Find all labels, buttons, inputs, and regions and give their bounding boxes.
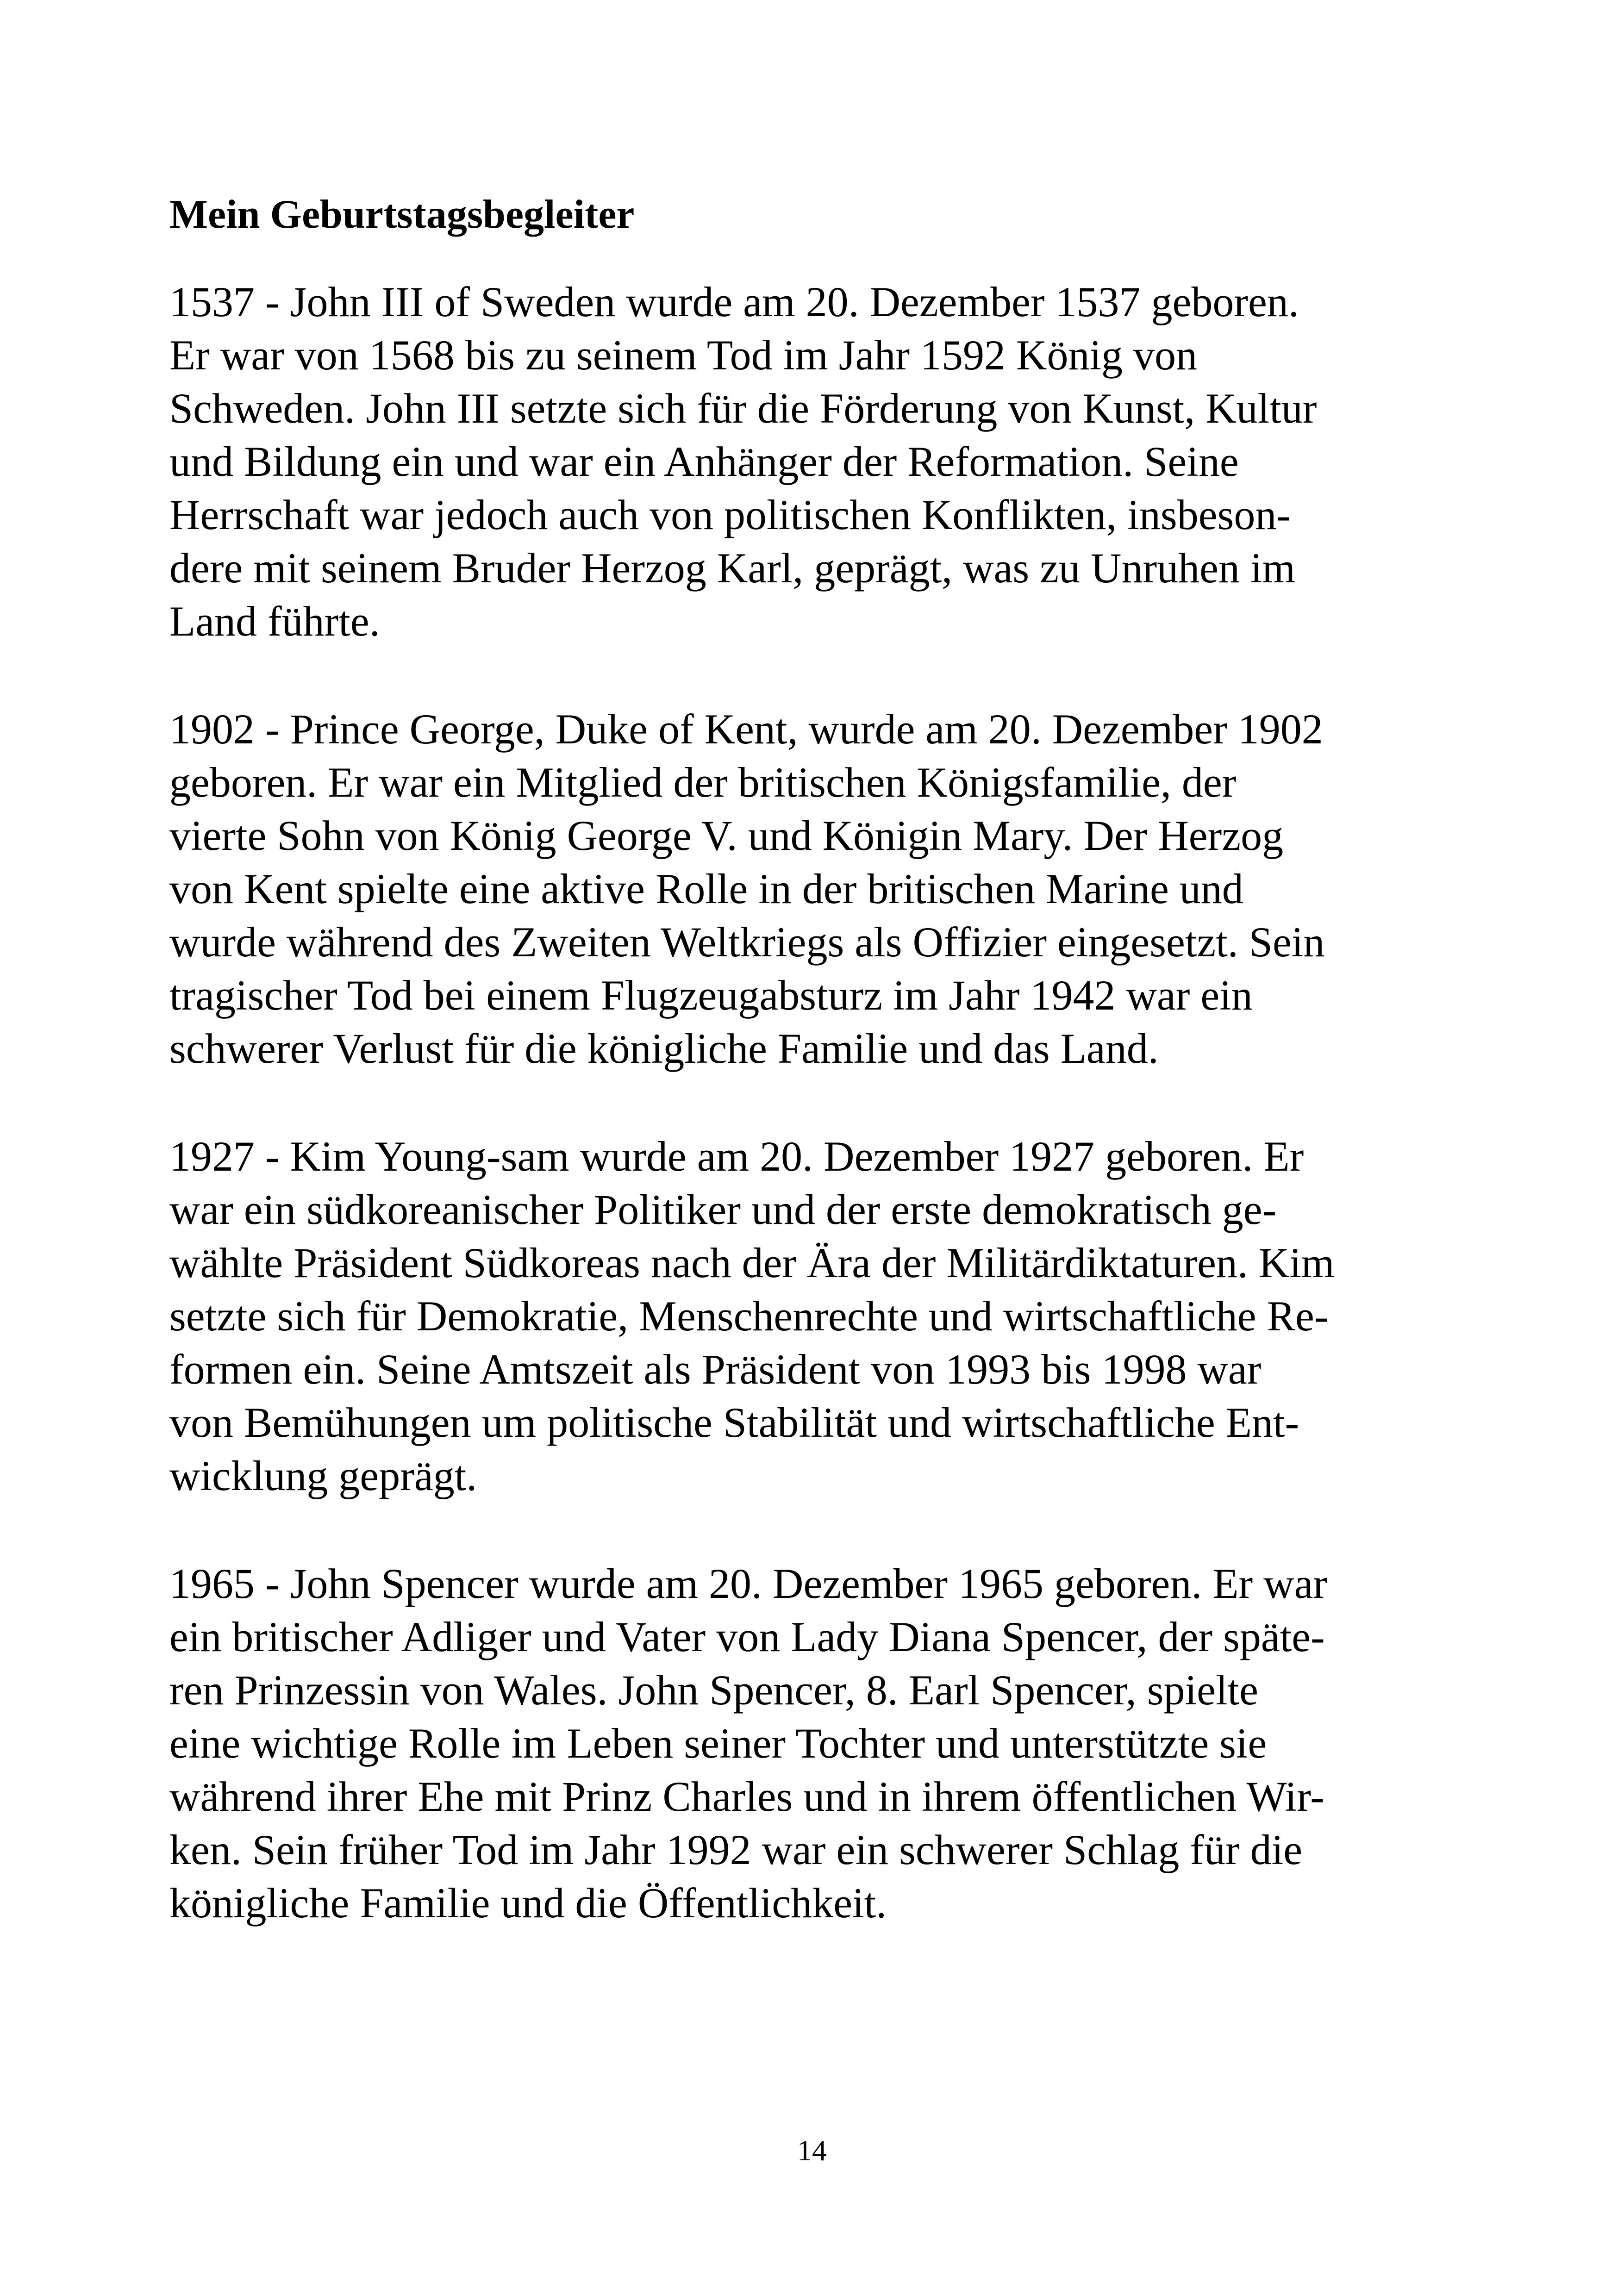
text-line: königliche Familie und die Öffentlichkeit. bbox=[169, 1879, 887, 1927]
text-line: wählte Präsident Südkoreas nach der Ära der Militärdiktaturen. Kim bbox=[169, 1239, 1335, 1286]
paragraph-1902-prince-george bbox=[169, 703, 1324, 1075]
text-line: eine wichtige Rolle im Leben seiner Tochter und unterstützte sie bbox=[169, 1720, 1267, 1767]
text-line: wicklung geprägt. bbox=[169, 1452, 477, 1499]
paragraph-1927-kim-young-sam bbox=[169, 1130, 1334, 1503]
text-line: Land führte. bbox=[169, 598, 380, 645]
text-line: geboren. Er war ein Mitglied der britischen Königsfamilie, der bbox=[169, 759, 1237, 806]
text-line: ren Prinzessin von Wales. John Spencer, 8. Earl Spencer, spielte bbox=[169, 1666, 1258, 1714]
text-line: ein britischer Adliger und Vater von Lady Diana Spencer, der späte- bbox=[169, 1613, 1325, 1660]
text-line: Er war von 1568 bis zu seinem Tod im Jahr 1592 König von bbox=[169, 331, 1198, 379]
text-line: Schweden. John III setzte sich für die Förderung von Kunst, Kultur bbox=[169, 385, 1317, 432]
page-number: 14 bbox=[797, 2134, 827, 2167]
text-line: schwerer Verlust für die königliche Familie und das Land. bbox=[169, 1025, 1159, 1072]
text-line: war ein südkoreanischer Politiker und der erste demokratisch ge- bbox=[169, 1186, 1277, 1233]
page-heading: Mein Geburtstagsbegleiter bbox=[169, 192, 635, 237]
text-line: 1965 - John Spencer wurde am 20. Dezember 1965 geboren. Er war bbox=[169, 1560, 1328, 1607]
text-line: von Bemühungen um politische Stabilität und wirtschaftliche Ent- bbox=[169, 1399, 1299, 1446]
text-line: vierte Sohn von König George V. und Königin Mary. Der Herzog bbox=[169, 812, 1284, 859]
text-line: Herrschaft war jedoch auch von politischen Konflikten, insbeson- bbox=[169, 491, 1291, 538]
text-line: 1927 - Kim Young-sam wurde am 20. Dezember 1927 geboren. Er bbox=[169, 1133, 1304, 1180]
text-line: wurde während des Zweiten Weltkriegs als Offizier eingesetzt. Sein bbox=[169, 918, 1325, 966]
text-line: 1902 - Prince George, Duke of Kent, wurde am 20. Dezember 1902 bbox=[169, 705, 1323, 753]
text-line: 1537 - John III of Sweden wurde am 20. Dezember 1537 geboren. bbox=[169, 278, 1299, 325]
paragraph-1965-john-spencer bbox=[169, 1557, 1327, 1930]
text-line: und Bildung ein und war ein Anhänger der Reformation. Seine bbox=[169, 438, 1239, 485]
text-line: formen ein. Seine Amtszeit als Präsident von 1993 bis 1998 war bbox=[169, 1346, 1262, 1393]
text-line: von Kent spielte eine aktive Rolle in der britischen Marine und bbox=[169, 865, 1243, 912]
text-line: tragischer Tod bei einem Flugzeugabsturz im Jahr 1942 war ein bbox=[169, 972, 1253, 1019]
text-line: während ihrer Ehe mit Prinz Charles und in ihrem öffentlichen Wir- bbox=[169, 1773, 1324, 1820]
text-line: setzte sich für Demokratie, Menschenrechte und wirtschaftliche Re- bbox=[169, 1292, 1329, 1340]
text-line: ken. Sein früher Tod im Jahr 1992 war ein schwerer Schlag für die bbox=[169, 1826, 1303, 1873]
paragraph-1537-john-iii bbox=[169, 275, 1317, 648]
text-line: dere mit seinem Bruder Herzog Karl, geprägt, was zu Unruhen im bbox=[169, 544, 1296, 592]
